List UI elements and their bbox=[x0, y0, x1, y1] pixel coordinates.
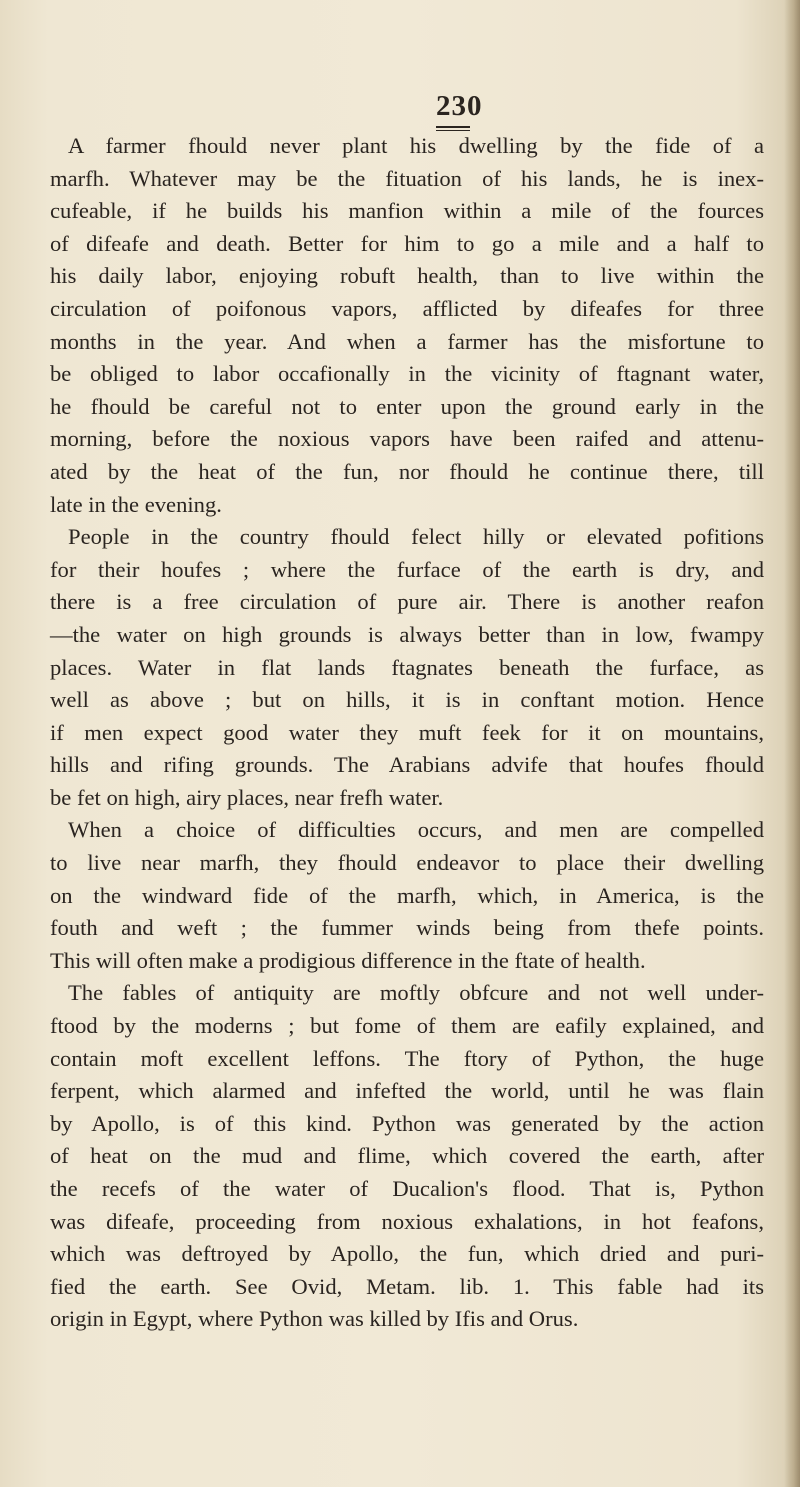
text-line: The fables of antiquity are moftly obfcure and not well under- bbox=[68, 980, 764, 1006]
page-edge-shadow bbox=[784, 0, 800, 1487]
text-line: fouth and weft ; the fummer winds being from thefe points. bbox=[50, 915, 764, 941]
text-line: if men expect good water they muft feek for it on mountains, bbox=[50, 719, 764, 745]
body-text bbox=[50, 130, 764, 1336]
text-line: origin in Egypt, where Python was killed by Ifis and Orus. bbox=[50, 1306, 579, 1332]
text-line: —the water on high grounds is always better than in low, fwampy bbox=[50, 621, 764, 647]
text-line: well as above ; but on hills, it is in conftant motion. Hence bbox=[50, 687, 764, 713]
text-line: places. Water in flat lands ftagnates beneath the furface, as bbox=[50, 654, 764, 680]
text-line: was difeafe, proceeding from noxious exhalations, in hot feafons, bbox=[50, 1208, 764, 1234]
text-line: be fet on high, airy places, near frefh water. bbox=[50, 784, 444, 810]
text-line: contain moft excellent leffons. The ftory of Python, the huge bbox=[50, 1045, 764, 1071]
text-line: of heat on the mud and flime, which covered the earth, after bbox=[50, 1143, 764, 1169]
text-line: morning, before the noxious vapors have been raifed and attenu- bbox=[50, 426, 764, 452]
text-line: ftood by the moderns ; but fome of them are eafily explained, and bbox=[50, 1013, 764, 1039]
text-line: marfh. Whatever may be the fituation of his lands, he is inex- bbox=[50, 165, 764, 191]
text-line: This will often make a prodigious difference in the ftate of health. bbox=[50, 947, 646, 973]
text-line: there is a free circulation of pure air. There is another reafon bbox=[50, 589, 764, 615]
text-line: be obliged to labor occafionally in the vicinity of ftagnant water, bbox=[50, 361, 764, 387]
text-line: which was deftroyed by Apollo, the fun, which dried and puri- bbox=[50, 1241, 764, 1267]
text-line: ferpent, which alarmed and infefted the world, until he was flain bbox=[50, 1078, 764, 1104]
text-line: ated by the heat of the fun, nor fhould he continue there, till bbox=[50, 458, 764, 484]
text-line: A farmer fhould never plant his dwelling by the fide of a bbox=[68, 133, 764, 158]
text-line: on the windward fide of the marfh, which, in America, is the bbox=[50, 882, 764, 908]
text-line: When a choice of difficulties occurs, and men are compelled bbox=[68, 817, 764, 843]
text-line: by Apollo, is of this kind. Python was generated by the action bbox=[50, 1110, 764, 1136]
page-number: 230 bbox=[436, 90, 483, 122]
text-line: his daily labor, enjoying robuft health, than to live within the bbox=[50, 263, 764, 289]
text-line: People in the country fhould felect hilly or elevated pofitions bbox=[68, 524, 764, 550]
text-line: to live near marfh, they fhould endeavor to place their dwelling bbox=[50, 850, 764, 876]
text-line: for their houfes ; where the furface of the earth is dry, and bbox=[50, 556, 764, 582]
text-line: circulation of poifonous vapors, afflicted by difeafes for three bbox=[50, 295, 764, 321]
text-line: he fhould be careful not to enter upon the ground early in the bbox=[50, 393, 764, 419]
text-line: months in the year. And when a farmer has the misfortune to bbox=[50, 328, 764, 354]
text-line: of difeafe and death. Better for him to go a mile and a half to bbox=[50, 230, 764, 256]
text-line: late in the evening. bbox=[50, 491, 222, 517]
text-line: the recefs of the water of Ducalion's flood. That is, Python bbox=[50, 1176, 764, 1201]
text-line: fied the earth. See Ovid, Metam. lib. 1. This fable had its bbox=[50, 1273, 764, 1299]
text-line: cufeable, if he builds his manfion within a mile of the fources bbox=[50, 198, 764, 224]
text-line: hills and rifing grounds. The Arabians advife that houfes fhould bbox=[50, 752, 764, 778]
